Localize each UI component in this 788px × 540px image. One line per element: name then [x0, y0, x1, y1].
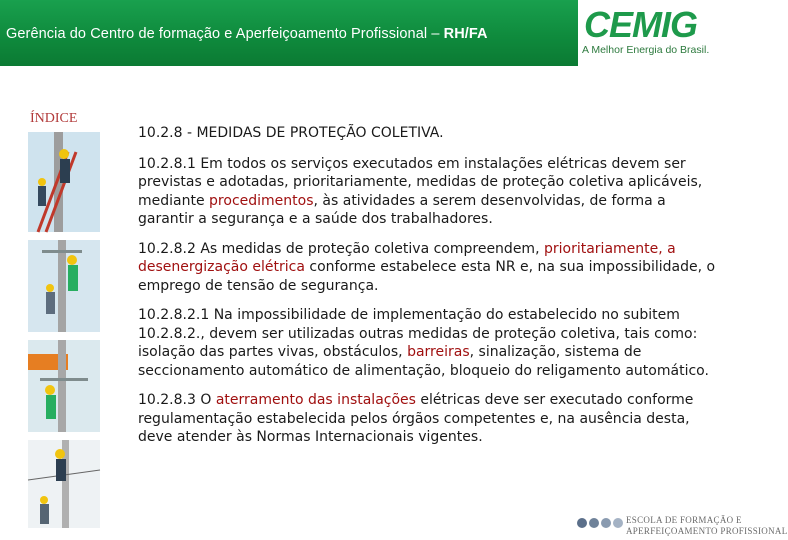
- section-heading: 10.2.8 - MEDIDAS DE PROTEÇÃO COLETIVA.: [138, 125, 444, 141]
- cemig-logo: [578, 0, 720, 66]
- photo-strip: [28, 132, 100, 527]
- logo-slogan: A Melhor Energia do Brasil.: [582, 44, 710, 56]
- logo-text: CEMIG: [584, 4, 698, 45]
- highlight-barreiras: barreiras: [407, 344, 470, 360]
- paragraph-10-2-8-1: 10.2.8.1 Em todos os serviços executados em instalações elétricas devem ser previstas e adotadas, prioritariamente, medidas de proteção coletiva aplicáveis, mediante procedimentos, às atividades a serem desenvolvidas, de forma a garantir a segurança e a saúde dos trabalhadores.: [138, 155, 703, 227]
- paragraph-10-2-8-2-1: 10.2.8.2.1 Na impossibilidade de implementação do estabelecido no subitem 10.2.8.2., devem ser utilizadas outras medidas de proteção coletiva, tais como: isolação das partes vivas, obstáculos, barreiras, sinalização, sistema de seccionamento automático de alimentação, bloqueio do religamento automático.: [138, 307, 709, 379]
- paragraph-10-2-8-3: 10.2.8.3 O aterramento das instalações elétricas deve ser executado conforme regulamentação estabelecida pelos órgãos competentes e, na ausência desta, deve atender às Normas Internacionais vigentes.: [138, 392, 694, 445]
- header-bar: [0, 0, 720, 66]
- highlight-desenergizacao: prioritariamente, a desenergização elétrica: [138, 240, 676, 275]
- photo-lineman-ladder: [28, 132, 100, 232]
- highlight-aterramento: aterramento das instalações: [215, 392, 416, 408]
- main-content: [138, 124, 716, 458]
- index-link[interactable]: ÍNDICE: [30, 111, 78, 126]
- photo-lineman-bucket: [28, 440, 100, 528]
- school-name: ESCOLA DE FORMAÇÃO E APERFEIÇOAMENTO PROFISSIONAL: [626, 515, 788, 536]
- page-title: Gerência do Centro de formação e Aperfeiçoamento Profissional – RH/FA: [6, 26, 488, 42]
- photo-lineman-pole: [28, 240, 100, 332]
- school-logo-icon: [576, 513, 624, 533]
- highlight-procedimentos: procedimentos: [209, 192, 314, 209]
- school-logo: [576, 509, 788, 537]
- paragraph-10-2-8-2: 10.2.8.2 As medidas de proteção coletiva compreendem, prioritariamente, a desenergização elétrica conforme estabelece esta NR e, na sua impossibilidade, o emprego de tensão de segurança.: [138, 240, 716, 294]
- photo-lineman-crossarm: [28, 340, 100, 432]
